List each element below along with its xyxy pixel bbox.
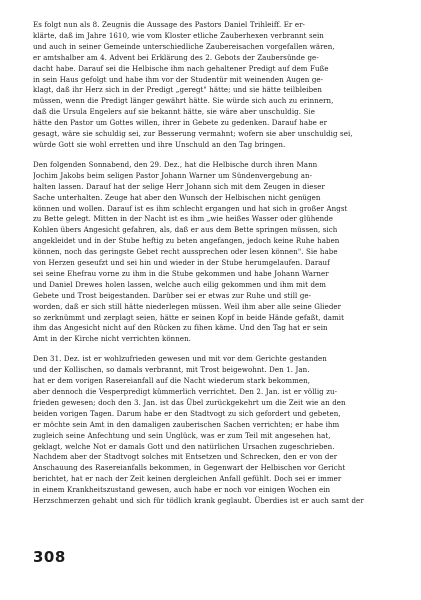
text-line: und der Kollischen, so damals verbrannt, mit Trost beigewohnt. Den 1. Jan. — [33, 365, 310, 375]
text-line: worden, daß er sich still hätte niederlegen müssen. Weil ihm aber alle seine Glieder — [33, 301, 342, 311]
text-line: aber dennoch die Vesperpredigt kümmerlich verrichtet. Den 2. Jan. ist er völlig zu- — [33, 387, 338, 396]
text-line: Sache unterhalten. Zeuge hat aber den Wunsch der Helbischen nicht genügen — [33, 192, 321, 202]
text-line: klagt, daß ihr Herz sich in der Predigt „geregt" hätte; und sie hätte teilbleiben — [33, 85, 322, 95]
text-line: können, noch das geringste Gebet recht aussprechen oder lesen können". Sie habe — [33, 247, 338, 257]
text-line: angekleidet und in der Stube heftig zu beten angefangen, jedoch keine Ruhe haben — [33, 236, 340, 246]
text-line: dacht habe. Darauf sei die Helbische ihm nach gehaltener Predigt auf dem Fuße — [33, 63, 329, 73]
text-line: Nachdem aber der Stadtvogt solches mit Entsetzen und Schrecken, den er von der — [33, 452, 338, 462]
text-line: von Herzen geseufzt und sei hin und wieder in der Stube herumgelaufen. Darauf — [33, 258, 330, 268]
text-line: klärte, daß im Jahre 1610, wie vom Kloster etliche Zauberhexen verbrannt sein — [33, 30, 324, 40]
text-line: Jochim Jakobs beim seligen Pastor Johann Warner um Sündenvergebung an- — [33, 170, 313, 180]
paragraph-1 — [33, 20, 393, 151]
text-line: daß die Ursula Engelers auf sie bekannt hätte, sie wäre aber unschuldig. Sie — [33, 107, 315, 117]
text-line: würde Gott sie wohl erretten und ihre Unschuld an den Tag bringen. — [33, 139, 286, 149]
text-line: Den 31. Dez. ist er wohlzufrieden gewesen und mit vor dem Gerichte gestanden — [33, 354, 327, 364]
text-line: geklagt, welche Not er damals Gott und den natürlichen Ursachen zugeschrieben. — [33, 441, 335, 451]
text-line: ihm das Angesicht nicht auf den Rücken zu fihen käme. Und den Tag hat er sein — [33, 323, 328, 333]
paragraph-2 — [33, 160, 393, 345]
text-line: können und wollen. Darauf ist es ihm schlecht ergangen und hat sich in großer Angst — [33, 203, 348, 213]
text-line: er möchte sein Amt in den damaligen zauberischen Sachen verrichten; er habe ihm — [33, 419, 340, 429]
text-line: Es folgt nun als 8. Zeugnis die Aussage des Pastors Daniel Trihleiff. Er er- — [33, 20, 305, 29]
text-line: Den folgenden Sonnabend, den 29. Dez., hat die Helbische durch ihren Mann — [33, 159, 318, 169]
text-line: hätte den Pastor um Gottes willen, ihrer in Gebete zu gedenken. Darauf habe er — [33, 118, 328, 128]
text-line: Kohlen übers Angesicht gefahren, als, daß er aus dem Bette springen müssen, sich — [33, 225, 338, 235]
text-line: zu Bette gelegt. Mitten in der Nacht ist es ihm „wie heißes Wasser oder glühende — [33, 214, 333, 224]
text-line: beiden vorigen Tagen. Darum habe er den Stadtvogt zu sich gefordert und gebeten, — [33, 408, 341, 418]
body-text — [33, 20, 393, 516]
text-line: und auch in seiner Gemeinde unterschiedliche Zaubereisachen vorgefallen wären, — [33, 41, 335, 51]
text-line: Herzschmerzen gehabt und sich für tödlich krank geglaubt. Überdies ist er auch samt der — [33, 496, 364, 506]
text-line: halten lassen. Darauf hat der selige Herr Johann sich mit dem Zeugen in dieser — [33, 181, 325, 191]
text-line: er amtshalber am 4. Advent bei Erklärung des 2. Gebots der Zaubersünde ge- — [33, 52, 319, 62]
text-line: berichtet, hat er nach der Zeit keinen dergleichen Anfall gefühlt. Doch sei er immer — [33, 474, 342, 484]
text-line: in einem Krankheitszustand gewesen, auch habe er noch vor einigen Wochen ein — [33, 485, 331, 495]
text-line: zugleich seine Anfechtung und sein Unglück, was er zum Teil mit angesehen hat, — [33, 430, 331, 440]
text-line: Anschauung des Rasereianfalls bekommen, in Gegenwart der Helbischen vor Gericht — [33, 463, 346, 473]
text-line: und Daniel Drewes holen lassen, welche auch eilig gekommen und ihm mit dem — [33, 279, 327, 289]
text-line: sei seine Ehefrau vorne zu ihm in die Stube gekommen und habe Johann Warner — [33, 268, 329, 278]
text-line: Amt in der Kirche nicht verrichten können. — [33, 334, 191, 344]
text-line: gesagt, wäre sie schuldig sei, zur Besserung vermahnt; wofern sie aber unschuldig sei, — [33, 129, 353, 139]
text-line: frieden gewesen; doch den 3. Jan. ist das Übel zurückgekehrt um die Zeit wie an den — [33, 397, 346, 407]
text-line: in sein Haus gefolgt und habe ihm vor der Studentür mit weinenden Augen ge- — [33, 74, 324, 84]
page-number: 308 — [33, 548, 66, 566]
text-line: hat er dem vorigen Rasereianfall auf die Nacht wiederum stark bekommen, — [33, 376, 310, 386]
paragraph-3 — [33, 354, 393, 507]
text-line: so zerknümmt und zerplagt seien, hätte er seinen Kopf in beide Hände gefaßt, damit — [33, 312, 344, 322]
text-line: Gebete und Trost beigestanden. Darüber sei er etwas zur Ruhe und still ge- — [33, 290, 312, 300]
text-line: müssen, wenn die Predigt länger gewährt hätte. Sie würde sich auch zu erinnern, — [33, 96, 334, 106]
